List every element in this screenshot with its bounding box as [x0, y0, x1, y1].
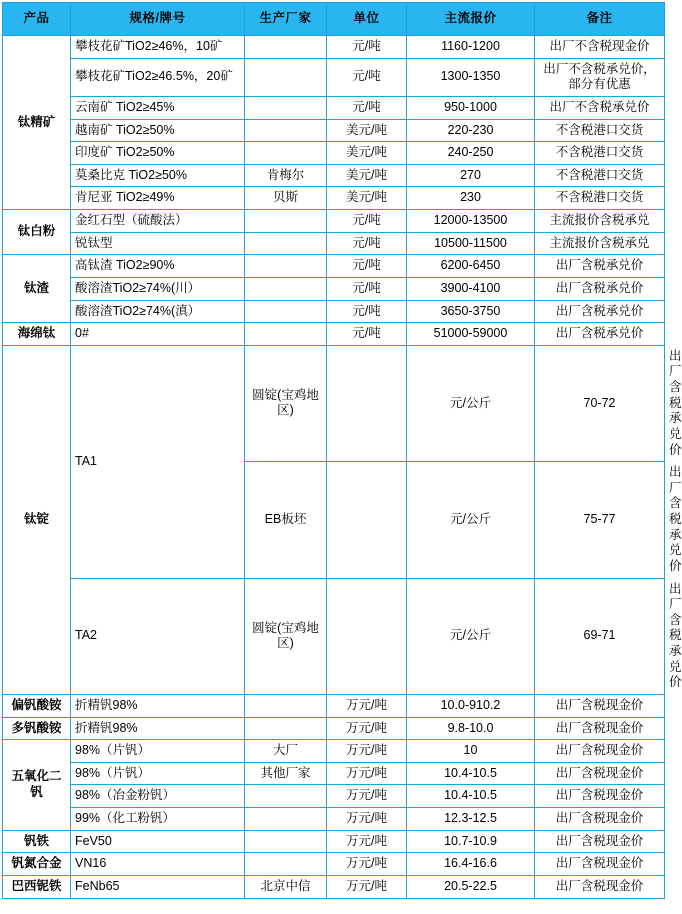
- spec-cell: 云南矿 TiO2≥45%: [71, 96, 245, 119]
- price-cell: 950-1000: [407, 96, 535, 119]
- header-row: [3, 3, 665, 36]
- product-category-cell: 钒氮合金: [3, 853, 71, 876]
- unit-cell: 美元/吨: [327, 119, 407, 142]
- spec-cell: 圆锭(宝鸡地区): [245, 578, 327, 694]
- remark-cell: 出厂含税现金价: [535, 808, 665, 831]
- table-row: [3, 210, 665, 233]
- price-cell: 10500-11500: [407, 232, 535, 255]
- manufacturer-cell: [245, 232, 327, 255]
- unit-cell: 美元/吨: [327, 142, 407, 165]
- unit-cell: 万元/吨: [327, 853, 407, 876]
- price-cell: 10.7-10.9: [407, 830, 535, 853]
- spec-cell: 越南矿 TiO2≥50%: [71, 119, 245, 142]
- manufacturer-cell: [327, 462, 407, 578]
- unit-cell: 万元/吨: [327, 717, 407, 740]
- spec-cell: 金红石型（硫酸法）: [71, 210, 245, 233]
- table-row: [3, 96, 665, 119]
- price-cell: 10.4-10.5: [407, 762, 535, 785]
- header-price: 主流报价: [407, 3, 535, 36]
- unit-cell: 元/吨: [327, 232, 407, 255]
- price-cell: 70-72: [535, 345, 665, 461]
- remark-cell: 不含税港口交货: [535, 187, 665, 210]
- remark-cell: 出厂含税承兑价: [535, 323, 665, 346]
- product-category-cell: 钛精矿: [3, 36, 71, 210]
- price-table: [2, 2, 682, 899]
- table-row: [3, 36, 665, 59]
- manufacturer-cell: 北京中信: [245, 875, 327, 898]
- table-header: [3, 3, 665, 36]
- spec-cell: VN16: [71, 853, 245, 876]
- table-row: [3, 785, 665, 808]
- price-cell: 51000-59000: [407, 323, 535, 346]
- spec-cell: 酸溶渣TiO2≥74%(川）: [71, 277, 245, 300]
- spec-cell: 99%（化工粉钒）: [71, 808, 245, 831]
- price-cell: 220-230: [407, 119, 535, 142]
- table-body: [3, 36, 682, 899]
- product-category-cell: 巴西铌铁: [3, 875, 71, 898]
- spec-cell: 印度矿 TiO2≥50%: [71, 142, 245, 165]
- remark-cell: 主流报价含税承兑: [535, 232, 665, 255]
- spec-cell: FeV50: [71, 830, 245, 853]
- header-product: 产品: [3, 3, 71, 36]
- manufacturer-cell: [245, 210, 327, 233]
- remark-cell: 出厂含税现金价: [535, 762, 665, 785]
- unit-cell: 元/吨: [327, 58, 407, 96]
- price-cell: 10.4-10.5: [407, 785, 535, 808]
- table-row: [3, 853, 665, 876]
- spec-cell: 攀枝花矿TiO2≥46%，10矿: [71, 36, 245, 59]
- spec-cell: 高钛渣 TiO2≥90%: [71, 255, 245, 278]
- product-category-cell: 偏钒酸铵: [3, 694, 71, 717]
- table-row: [3, 164, 665, 187]
- unit-cell: 元/吨: [327, 210, 407, 233]
- price-cell: 3900-4100: [407, 277, 535, 300]
- manufacturer-cell: [245, 300, 327, 323]
- manufacturer-cell: [245, 830, 327, 853]
- unit-cell: 美元/吨: [327, 164, 407, 187]
- remark-cell: 出厂含税现金价: [535, 785, 665, 808]
- price-cell: 16.4-16.6: [407, 853, 535, 876]
- manufacturer-cell: [245, 808, 327, 831]
- manufacturer-cell: [245, 694, 327, 717]
- spec-cell: 酸溶渣TiO2≥74%(滇）: [71, 300, 245, 323]
- manufacturer-cell: 贝斯: [245, 187, 327, 210]
- price-cell: 230: [407, 187, 535, 210]
- unit-cell: 万元/吨: [327, 762, 407, 785]
- price-cell: 1160-1200: [407, 36, 535, 59]
- price-cell: 75-77: [535, 462, 665, 578]
- unit-cell: 元/吨: [327, 277, 407, 300]
- spec-cell: 莫桑比克 TiO2≥50%: [71, 164, 245, 187]
- manufacturer-cell: [327, 345, 407, 461]
- manufacturer-cell: [245, 142, 327, 165]
- unit-cell: 元/公斤: [407, 345, 535, 461]
- manufacturer-cell: [245, 58, 327, 96]
- remark-cell: 出厂不含税承兑价，部分有优惠: [535, 58, 665, 96]
- unit-cell: 万元/吨: [327, 830, 407, 853]
- remark-cell: 出厂不含税承兑价: [535, 96, 665, 119]
- unit-cell: 元/吨: [327, 300, 407, 323]
- product-category-cell: 海绵钛: [3, 323, 71, 346]
- remark-cell: 出厂含税现金价: [535, 740, 665, 763]
- unit-cell: 元/公斤: [407, 578, 535, 694]
- remark-cell: 主流报价含税承兑: [535, 210, 665, 233]
- unit-cell: 元/吨: [327, 36, 407, 59]
- table-row: [3, 694, 665, 717]
- price-cell: 270: [407, 164, 535, 187]
- price-cell: 6200-6450: [407, 255, 535, 278]
- table-row: [3, 808, 665, 831]
- table-row: [3, 255, 665, 278]
- product-category-cell: 钛渣: [3, 255, 71, 323]
- table-row: [3, 830, 665, 853]
- price-cell: 10: [407, 740, 535, 763]
- manufacturer-cell: [245, 255, 327, 278]
- table-row: [3, 58, 665, 96]
- spec-cell: 肯尼亚 TiO2≥49%: [71, 187, 245, 210]
- remark-cell: 出厂含税承兑价: [535, 255, 665, 278]
- remark-cell: 出厂含税现金价: [535, 853, 665, 876]
- table-row: [3, 717, 665, 740]
- remark-cell: 出厂含税承兑价: [535, 277, 665, 300]
- table-row: EB板坯 元/公斤 75-77 出厂含税承兑价: [3, 462, 665, 578]
- product-category-cell: 多钒酸铵: [3, 717, 71, 740]
- remark-cell: 出厂不含税现金价: [535, 36, 665, 59]
- unit-cell: 元/吨: [327, 323, 407, 346]
- price-cell: 3650-3750: [407, 300, 535, 323]
- manufacturer-cell: [327, 578, 407, 694]
- table-row: [3, 875, 665, 898]
- remark-cell: 不含税港口交货: [535, 119, 665, 142]
- table-row: [3, 232, 665, 255]
- table-row: TA2 圆锭(宝鸡地区) 元/公斤 69-71 出厂含税承兑价: [3, 578, 665, 694]
- manufacturer-cell: [245, 323, 327, 346]
- price-cell: 20.5-22.5: [407, 875, 535, 898]
- header-spec: 规格/牌号: [71, 3, 245, 36]
- spec-cell: 折精钒98%: [71, 717, 245, 740]
- price-cell: 9.8-10.0: [407, 717, 535, 740]
- remark-cell: 出厂含税现金价: [535, 694, 665, 717]
- unit-cell: 元/吨: [327, 96, 407, 119]
- price-cell: 12000-13500: [407, 210, 535, 233]
- spec-cell: 0#: [71, 323, 245, 346]
- manufacturer-cell: [245, 119, 327, 142]
- product-category-cell: 五氧化二钒: [3, 740, 71, 831]
- manufacturer-cell: 肯梅尔: [245, 164, 327, 187]
- spec-cell: 攀枝花矿TiO2≥46.5%，20矿: [71, 58, 245, 96]
- manufacturer-cell: 大厂: [245, 740, 327, 763]
- spec-cell: 圆锭(宝鸡地区): [245, 345, 327, 461]
- unit-cell: 万元/吨: [327, 785, 407, 808]
- remark-cell: 不含税港口交货: [535, 164, 665, 187]
- product-category-cell: 钛锭: [3, 345, 71, 694]
- remark-cell: 出厂含税承兑价: [535, 300, 665, 323]
- table-row: [3, 300, 665, 323]
- manufacturer-cell: [245, 853, 327, 876]
- spec-cell: FeNb65: [71, 875, 245, 898]
- unit-cell: 元/公斤: [407, 462, 535, 578]
- price-cell: 69-71: [535, 578, 665, 694]
- spec-cell: 98%（片钒）: [71, 762, 245, 785]
- spec-cell: 折精钒98%: [71, 694, 245, 717]
- remark-cell: 出厂含税现金价: [535, 875, 665, 898]
- product-category-cell: 钒铁: [3, 830, 71, 853]
- remark-cell: 出厂含税现金价: [535, 830, 665, 853]
- manufacturer-cell: [245, 36, 327, 59]
- header-manufacturer: 生产厂家: [245, 3, 327, 36]
- table-row: [3, 740, 665, 763]
- table-row: [3, 119, 665, 142]
- remark-cell: 不含税港口交货: [535, 142, 665, 165]
- unit-cell: 万元/吨: [327, 694, 407, 717]
- price-cell: 12.3-12.5: [407, 808, 535, 831]
- header-unit: 单位: [327, 3, 407, 36]
- price-cell: 240-250: [407, 142, 535, 165]
- spec-cell: 98%（片钒）: [71, 740, 245, 763]
- product-category-cell: 钛白粉: [3, 210, 71, 255]
- table-row: [3, 142, 665, 165]
- remark-cell: 出厂含税现金价: [535, 717, 665, 740]
- table-row: [3, 187, 665, 210]
- unit-cell: 美元/吨: [327, 187, 407, 210]
- table-row: [3, 762, 665, 785]
- price-cell: 1300-1350: [407, 58, 535, 96]
- grade-cell: TA2: [71, 578, 245, 694]
- manufacturer-cell: 其他厂家: [245, 762, 327, 785]
- unit-cell: 万元/吨: [327, 808, 407, 831]
- manufacturer-cell: [245, 96, 327, 119]
- table-row: [3, 277, 665, 300]
- manufacturer-cell: [245, 785, 327, 808]
- manufacturer-cell: [245, 277, 327, 300]
- header-remark: 备注: [535, 3, 665, 36]
- unit-cell: 元/吨: [327, 255, 407, 278]
- table-row: 钛锭 TA1 圆锭(宝鸡地区) 元/公斤 70-72 出厂含税承兑价: [3, 345, 665, 461]
- table-row: [3, 323, 665, 346]
- spec-cell: EB板坯: [245, 462, 327, 578]
- unit-cell: 万元/吨: [327, 740, 407, 763]
- grade-cell: TA1: [71, 345, 245, 578]
- spec-cell: 锐钛型: [71, 232, 245, 255]
- spec-cell: 98%（冶金粉钒）: [71, 785, 245, 808]
- manufacturer-cell: [245, 717, 327, 740]
- unit-cell: 万元/吨: [327, 875, 407, 898]
- price-cell: 10.0-910.2: [407, 694, 535, 717]
